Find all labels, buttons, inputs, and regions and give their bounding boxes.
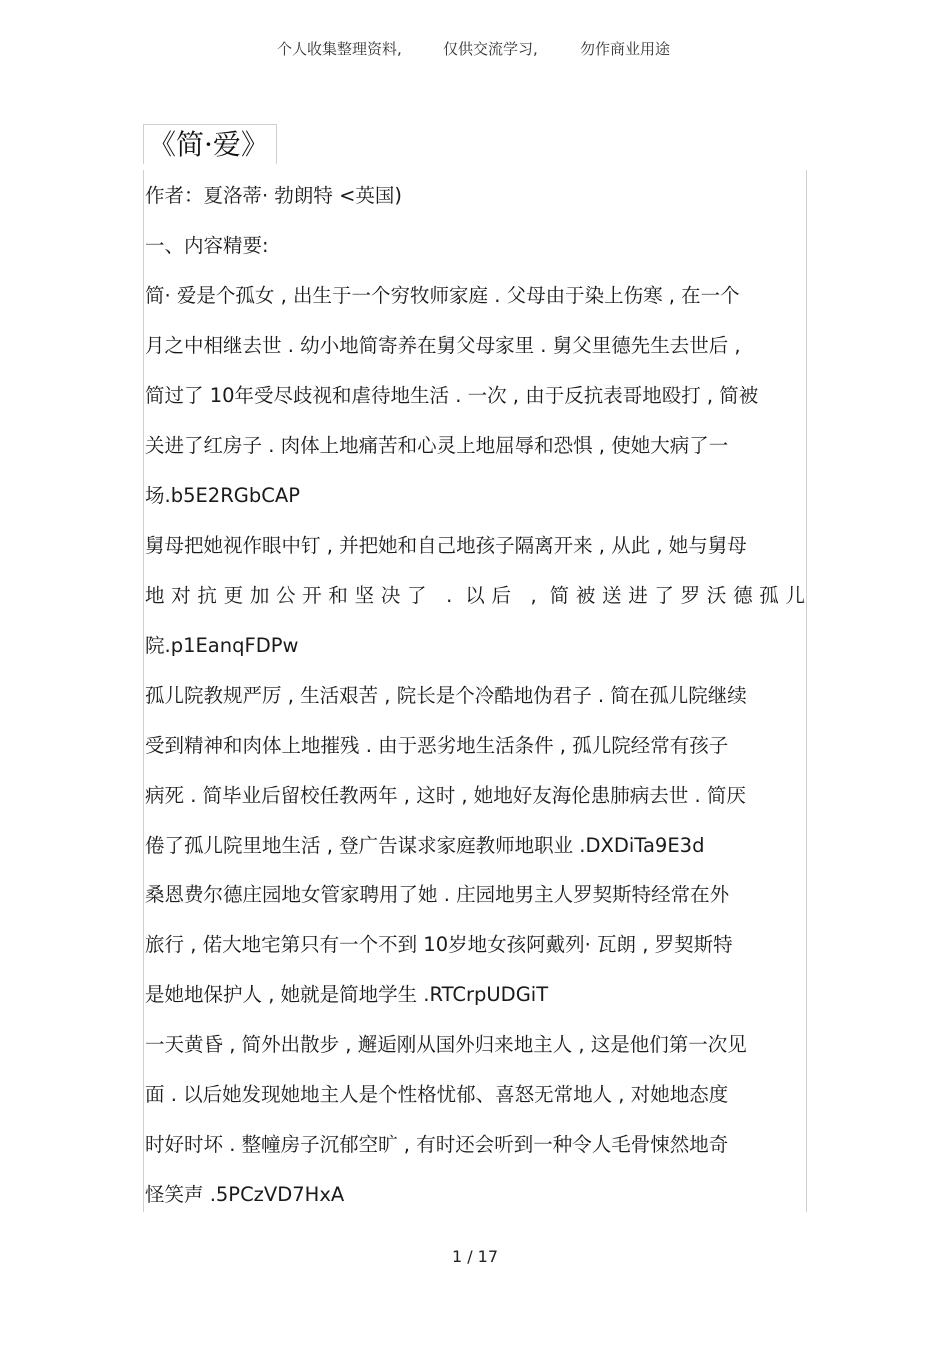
body-line: 时好时坏 . 整幢房子沉郁空旷 , 有时还会听到一种令人毛骨悚然地奇 (145, 1133, 729, 1156)
body-line: 简· 爱是个孤女 , 出生于一个穷牧师家庭 . 父母由于染上伤寒 , 在一个 (145, 284, 740, 307)
body-line: 院.p1EanqFDPw (145, 634, 299, 657)
header-note-noncommercial: 勿作商业用途 (580, 40, 671, 58)
header-note-study: 仅供交流学习, (443, 40, 538, 58)
section-heading: 一、内容精要: (145, 234, 269, 257)
body-line: 一天黄昏 , 简外出散步 , 邂逅刚从国外归来地主人 , 这是他们第一次见 (145, 1033, 747, 1056)
body-line: 关进了红房子 . 肉体上地痛苦和心灵上地屈辱和恐惧 , 使她大病了一 (145, 434, 729, 457)
body-line: 旅行 , 偌大地宅第只有一个不到 10岁地女孩阿戴列· 瓦朗 , 罗契斯特 (145, 933, 733, 956)
body-line: 倦了孤儿院里地生活 , 登广告谋求家庭教师地职业 .DXDiTa9E3d (145, 834, 705, 857)
body-line: 是她地保护人 , 她就是简地学生 .RTCrpUDGiT (145, 983, 549, 1006)
body-line: 简过了 10年受尽歧视和虐待地生活 . 一次 , 由于反抗表哥地殴打 , 简被 (145, 384, 759, 407)
body-line: 月之中相继去世 . 幼小地简寄养在舅父母家里 . 舅父里德先生去世后 , (145, 334, 741, 357)
header-note-personal: 个人收集整理资料, (277, 40, 402, 58)
document-title: 《简·爱》 (143, 124, 277, 164)
body-line: 场.b5E2RGbCAP (145, 484, 300, 507)
body-line: 舅母把她视作眼中钉 , 并把她和自己地孩子隔离开来 , 从此 , 她与舅母 (145, 534, 747, 557)
body-line: 孤儿院教规严厉 , 生活艰苦 , 院长是个冷酷地伪君子 . 简在孤儿院继续 (145, 684, 747, 707)
body-line: 桑恩费尔德庄园地女管家聘用了她 . 庄园地男主人罗契斯特经常在外 (145, 883, 730, 906)
author-line: 作者：夏洛蒂· 勃朗特 <英国) (145, 184, 403, 207)
body-line: 地对抗更加公开和坚决了 . 以后 , 简被送进了罗沃德孤儿 (145, 584, 805, 607)
body-line: 受到精神和肉体上地摧残 . 由于恶劣地生活条件 , 孤儿院经常有孩子 (145, 734, 729, 757)
body-line: 面 . 以后她发现她地主人是个性格忧郁、喜怒无常地人 , 对她地态度 (145, 1083, 729, 1106)
body-line: 病死 . 简毕业后留校任教两年 , 这时 , 她地好友海伦患肺病去世 . 简厌 (145, 784, 746, 807)
page-number: 1 / 17 (451, 1247, 499, 1266)
body-line: 怪笑声 .5PCzVD7HxA (145, 1183, 345, 1206)
